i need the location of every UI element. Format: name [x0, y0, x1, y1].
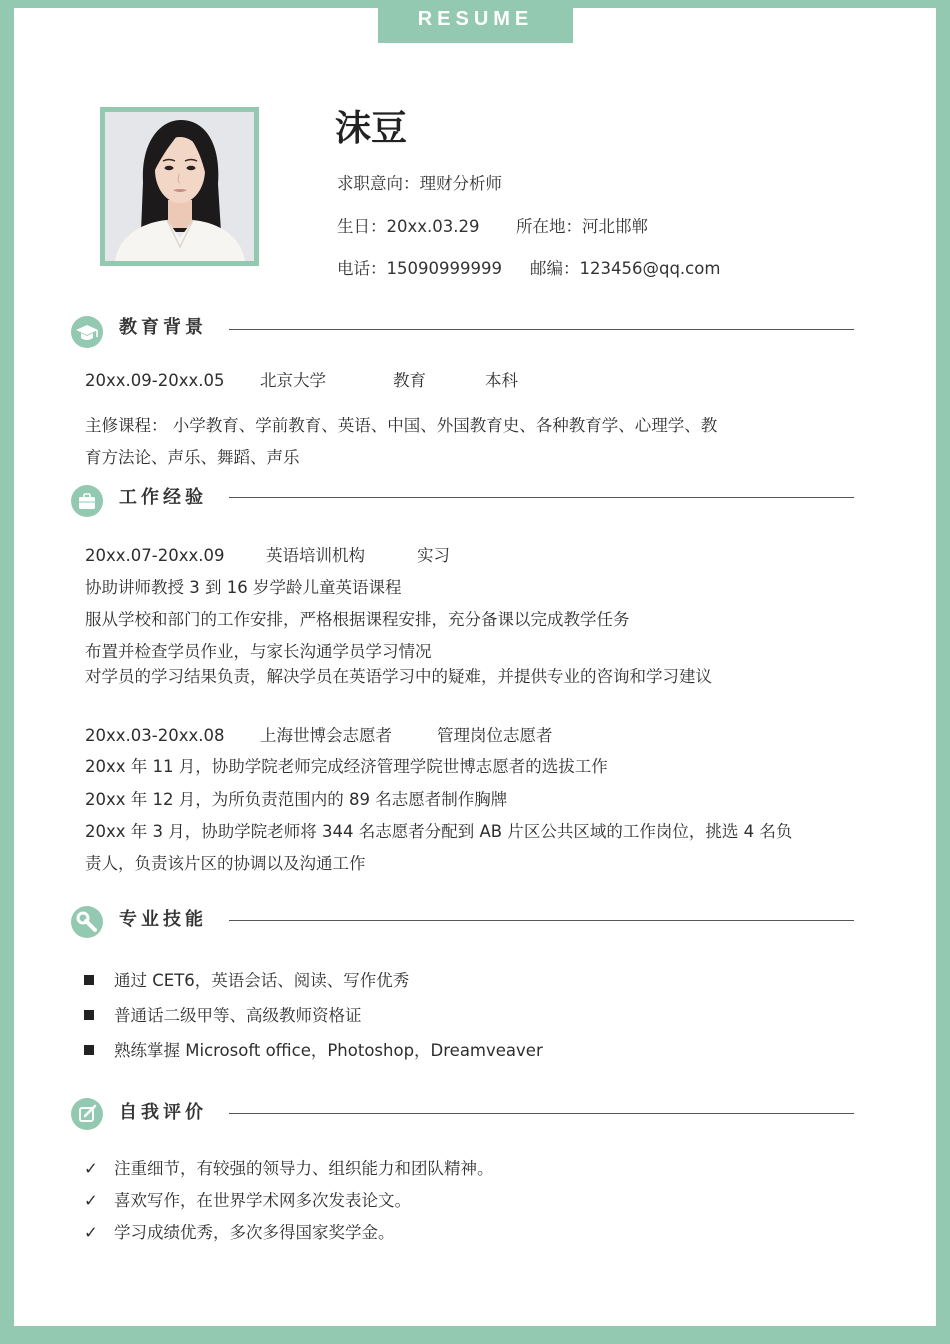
square-bullet-icon: [84, 1045, 94, 1055]
job-detail-line: 责人，负责该片区的协调以及沟通工作: [85, 854, 366, 873]
major: 教育: [393, 371, 426, 390]
square-bullet-icon: [84, 1010, 94, 1020]
job-role: 实习: [417, 546, 450, 565]
evaluation-item: ✓ 注重细节，有较强的领导力、组织能力和团队精神。: [84, 1159, 494, 1178]
section-divider: [229, 920, 854, 921]
section-divider: [229, 1113, 854, 1114]
edit-icon: [71, 1098, 103, 1130]
skills-title: 专业技能: [119, 909, 207, 930]
person-name: 沫豆: [335, 108, 408, 149]
degree: 本科: [485, 371, 518, 390]
email: 邮编：123456@qq.com: [530, 259, 721, 278]
section-divider: [229, 329, 854, 330]
profile-photo: [100, 107, 259, 266]
job-org: 上海世博会志愿者: [260, 726, 392, 745]
wrench-icon: [71, 906, 103, 938]
check-icon: ✓: [84, 1191, 98, 1210]
courses-line: 育方法论、声乐、舞蹈、声乐: [85, 448, 300, 467]
graduation-cap-icon: [71, 316, 103, 348]
check-icon: ✓: [84, 1159, 98, 1178]
check-icon: ✓: [84, 1223, 98, 1242]
job-detail-line: 20xx 年 12 月，为所负责范围内的 89 名志愿者制作胸牌: [85, 790, 508, 809]
birth-date: 生日：20xx.03.29: [337, 217, 480, 236]
evaluation-item: ✓ 喜欢写作，在世界学术网多次发表论文。: [84, 1191, 411, 1210]
job-period: 20xx.03-20xx.08: [85, 726, 225, 745]
job-org: 英语培训机构: [266, 546, 365, 565]
section-divider: [229, 497, 854, 498]
education-period: 20xx.09-20xx.05: [85, 371, 225, 390]
job-detail-line: 协助讲师教授 3 到 16 岁学龄儿童英语课程: [85, 578, 402, 597]
briefcase-icon: [71, 485, 103, 517]
job-detail-line: 布置并检查学员作业，与家长沟通学员学习情况: [85, 642, 432, 661]
education-title: 教育背景: [119, 317, 207, 338]
resume-page: [14, 8, 936, 1326]
job-role: 管理岗位志愿者: [437, 726, 553, 745]
resume-banner: RESUME: [378, 0, 573, 43]
job-header: [85, 542, 450, 566]
job-detail-line: 20xx 年 11 月，协助学院老师完成经济管理学院世博志愿者的选拔工作: [85, 757, 608, 776]
skill-item: 熟练掌握 Microsoft office，Photoshop，Dreamveaver: [84, 1037, 543, 1061]
school-name: 北京大学: [260, 371, 326, 390]
evaluation-item: ✓ 学习成绩优秀，多次多得国家奖学金。: [84, 1223, 395, 1242]
job-objective: 求职意向：理财分析师: [337, 174, 502, 193]
job-period: 20xx.07-20xx.09: [85, 546, 225, 565]
evaluation-title: 自我评价: [119, 1102, 207, 1123]
job-header: [85, 722, 553, 746]
skill-item: 普通话二级甲等、高级教师资格证: [84, 1002, 362, 1026]
job-detail-line: 对学员的学习结果负责，解决学员在英语学习中的疑难，并提供专业的咨询和学习建议: [85, 667, 712, 686]
contact-row: [337, 255, 720, 279]
courses-line: 主修课程： 小学教育、学前教育、英语、中国、外国教育史、各种教育学、心理学、教: [85, 416, 718, 435]
education-row: [85, 367, 518, 391]
birth-location-row: [337, 213, 648, 237]
job-detail-line: 服从学校和部门的工作安排，严格根据课程安排，充分备课以完成教学任务: [85, 610, 630, 629]
job-detail-line: 20xx 年 3 月，协助学院老师将 344 名志愿者分配到 AB 片区公共区域的工作岗位，挑选 4 名负: [85, 822, 793, 841]
location: 所在地：河北邯郸: [516, 217, 648, 236]
work-title: 工作经验: [119, 487, 207, 508]
phone: 电话：15090999999: [337, 259, 502, 278]
square-bullet-icon: [84, 975, 94, 985]
skill-item: 通过 CET6，英语会话、阅读、写作优秀: [84, 967, 409, 991]
